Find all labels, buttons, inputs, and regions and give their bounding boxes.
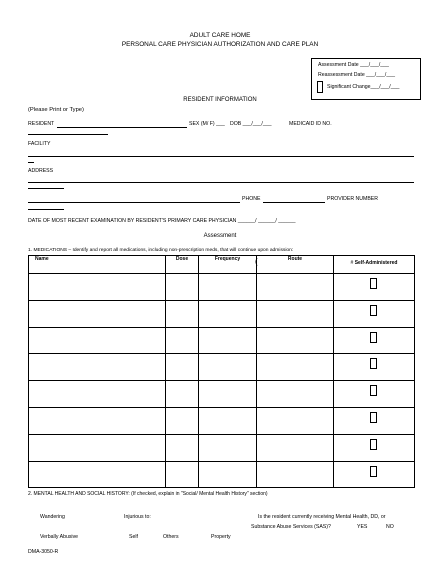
self-admin-checkbox[interactable] <box>370 385 377 396</box>
med-self-admin-cell <box>334 461 415 488</box>
med-name-cell[interactable] <box>29 300 166 327</box>
assessment-date-field[interactable]: Assessment Date ___/___/___ <box>318 62 389 68</box>
med-name-cell[interactable] <box>29 407 166 434</box>
col-dose: Dose <box>166 256 199 274</box>
med-route-cell[interactable] <box>257 407 334 434</box>
no-option[interactable]: NO <box>386 524 394 530</box>
med-frequency-cell[interactable] <box>199 381 257 408</box>
med-self-admin-cell <box>334 300 415 327</box>
address-field[interactable] <box>28 182 414 183</box>
med-dose-cell[interactable] <box>166 327 199 354</box>
col-self-administered <box>334 256 415 274</box>
provider-number-label: PROVIDER NUMBER <box>327 196 379 202</box>
self-admin-checkbox[interactable] <box>370 358 377 369</box>
print-note: (Please Print or Type) <box>28 107 84 113</box>
medications-header-row <box>29 256 415 274</box>
resident-name-field[interactable] <box>57 127 187 128</box>
wandering-label[interactable]: Wandering <box>40 514 65 520</box>
med-route-cell[interactable] <box>257 300 334 327</box>
medication-row <box>29 461 415 488</box>
medication-row <box>29 407 415 434</box>
property-option[interactable]: Property <box>211 534 231 540</box>
med-self-admin-cell <box>334 327 415 354</box>
med-frequency-cell[interactable] <box>199 461 257 488</box>
col-route <box>257 256 334 274</box>
med-self-admin-cell <box>334 274 415 301</box>
med-self-admin-cell <box>334 407 415 434</box>
route-mark: ( <box>255 257 258 266</box>
injurious-label: Injurious to: <box>124 514 151 520</box>
col-name: Name <box>29 256 166 274</box>
dob-field[interactable]: DOB ___/___/___ <box>230 121 272 127</box>
med-name-cell[interactable] <box>29 381 166 408</box>
med-frequency-cell[interactable] <box>199 407 257 434</box>
form-number: DMA-3050-R <box>28 549 59 555</box>
med-frequency-cell[interactable] <box>199 434 257 461</box>
self-admin-checkbox[interactable] <box>370 278 377 289</box>
self-admin-checkbox[interactable] <box>370 305 377 316</box>
col-route-label: Route <box>287 256 303 262</box>
resident-label: RESIDENT <box>28 121 55 127</box>
form-title-line2: PERSONAL CARE PHYSICIAN AUTHORIZATION AND CARE PLAN <box>121 41 319 48</box>
med-self-admin-cell <box>334 381 415 408</box>
self-option[interactable]: Self <box>129 534 138 540</box>
sex-field[interactable]: SEX (M/ F) ___ <box>189 121 225 127</box>
med-frequency-cell[interactable] <box>199 300 257 327</box>
med-dose-cell[interactable] <box>166 381 199 408</box>
self-admin-checkbox[interactable] <box>370 466 377 477</box>
significant-change-field[interactable]: Significant Change___/___/___ <box>327 84 400 90</box>
med-dose-cell[interactable] <box>166 434 199 461</box>
med-name-cell[interactable] <box>29 354 166 381</box>
resident-info-heading: RESIDENT INFORMATION <box>183 97 257 103</box>
substance-abuse-question: Substance Abuse Services (SAS)? <box>251 524 331 530</box>
medicaid-label: MEDICAID ID NO. <box>289 121 332 127</box>
address-field-2[interactable] <box>28 188 64 189</box>
others-option[interactable]: Others <box>163 534 179 540</box>
med-dose-cell[interactable] <box>166 300 199 327</box>
mental-health-instruction: 2. MENTAL HEALTH AND SOCIAL HISTORY: (If checked, explain in "Social/ Mental Health History" section) <box>28 491 268 497</box>
med-dose-cell[interactable] <box>166 354 199 381</box>
phone-field[interactable] <box>263 202 325 203</box>
form-title-line1: ADULT CARE HOME <box>189 32 251 39</box>
receiving-services-question: Is the resident currently receiving Mental Health, DD, or <box>258 514 386 520</box>
med-route-cell[interactable] <box>257 327 334 354</box>
facility-label: FACILITY <box>28 141 51 147</box>
med-self-admin-cell <box>334 354 415 381</box>
exam-date-field[interactable]: DATE OF MOST RECENT EXAMINATION BY RESIDENT'S PRIMARY CARE PHYSICIAN ______/ ______/ ______ <box>28 218 296 224</box>
med-dose-cell[interactable] <box>166 461 199 488</box>
med-dose-cell[interactable] <box>166 407 199 434</box>
address-field-3[interactable] <box>28 202 240 203</box>
city-field[interactable] <box>28 209 64 210</box>
medications-table <box>28 255 415 488</box>
verbally-abusive-label[interactable]: Verbally Abusive <box>40 534 79 540</box>
med-route-cell[interactable] <box>257 461 334 488</box>
medication-row <box>29 434 415 461</box>
significant-change-checkbox[interactable] <box>317 81 323 93</box>
medications-instruction: 1. MEDICATIONS – Identify and report all medications, including non-prescription meds, that will continue upon admission: <box>28 248 294 253</box>
med-name-cell[interactable] <box>29 434 166 461</box>
phone-label: PHONE <box>242 196 261 202</box>
medication-row <box>29 300 415 327</box>
address-label: ADDRESS <box>28 168 54 174</box>
self-admin-checkbox[interactable] <box>370 412 377 423</box>
assessment-heading: Assessment <box>203 233 237 239</box>
self-admin-checkbox[interactable] <box>370 439 377 450</box>
medication-row <box>29 354 415 381</box>
med-frequency-cell[interactable] <box>199 274 257 301</box>
medicaid-field[interactable] <box>28 134 108 135</box>
yes-option[interactable]: YES <box>357 524 368 530</box>
med-frequency-cell[interactable] <box>199 327 257 354</box>
facility-field[interactable] <box>28 156 414 157</box>
self-admin-checkbox[interactable] <box>370 332 377 343</box>
reassessment-date-field[interactable]: Reassessment Date ___/___/___ <box>318 72 395 78</box>
med-name-cell[interactable] <box>29 461 166 488</box>
med-dose-cell[interactable] <box>166 274 199 301</box>
medication-row <box>29 327 415 354</box>
medication-row <box>29 274 415 301</box>
assessment-date-box <box>311 58 421 100</box>
facility-field-tick <box>28 162 34 163</box>
med-name-cell[interactable] <box>29 327 166 354</box>
med-route-cell[interactable] <box>257 381 334 408</box>
med-route-cell[interactable] <box>257 274 334 301</box>
col-self-administered-label: Self-Administered <box>354 260 398 266</box>
med-route-cell[interactable] <box>257 354 334 381</box>
med-route-cell[interactable] <box>257 434 334 461</box>
col-frequency: Frequency <box>199 256 257 274</box>
med-name-cell[interactable] <box>29 274 166 301</box>
med-self-admin-cell <box>334 434 415 461</box>
medication-row <box>29 381 415 408</box>
med-frequency-cell[interactable] <box>199 354 257 381</box>
self-admin-mark: # <box>350 260 354 266</box>
